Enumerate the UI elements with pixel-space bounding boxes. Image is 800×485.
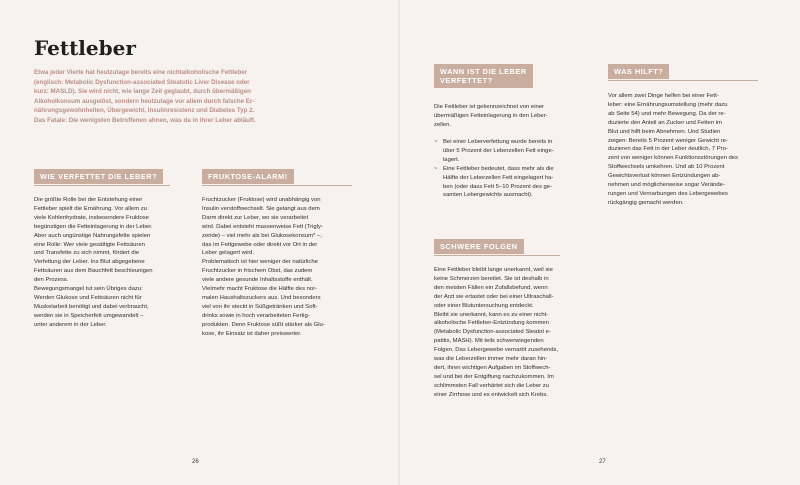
list-item: ~ Bei einer Leberverfettung wurde bereits in über 5 Prozent der Leberzellen Fett einge- lagert. bbox=[434, 138, 594, 165]
section-divider bbox=[434, 255, 560, 256]
section-body-fruktose-alarm: Fruchtzucker (Fruktose) wird unabhängig von Insulin verstoffwechselt. Sie gelangt aus dem Darm direkt zur Leber, wo sie verarbeitet wird. Dabei entsteht massenweise Fett (Trigly- zeride) – viel mehr als bei Glukosekonsum* –, das im Fettgewebe oder direkt vor Ort in der Leber gelagert wird. Problematisch ist hier weniger der natürliche Fruchtzucker in frischem Obst, das zudem viele andere gesunde Inhaltsstoffe enthält. Vielmehr macht Fruktose die Hälfte des nor- malen Haushaltszuckers aus. Und besonders viel von ihr steckt in Süßgetränken und Soft- drinks sowie in hoch verarbeiteten Fertig- produkten. Denn Fruktose süßt stärker als Glu- kose, ihr Einsatz ist daher preiswerter. bbox=[202, 197, 325, 337]
section-divider bbox=[202, 185, 352, 186]
section-body-wann-verfettet: Die Fettleber ist gekennzeichnet von einer übermäßigen Fetteinlagerung in den Leber- zellen. bbox=[434, 104, 548, 128]
bullet-list bbox=[434, 138, 594, 200]
section-heading-wie-verfettet: WIE VERFETTET DIE LEBER? bbox=[34, 169, 163, 184]
section-heading-fruktose-alarm: FRUKTOSE-ALARM! bbox=[202, 169, 294, 184]
intro-paragraph: Etwa jeder Vierte hat heutzutage bereits eine nichtalkoholische Fettleber (englisch: Metabolic Dysfunction-associated Steatotic Liver Disease oder kurz: MASLD). Sie wird nicht, wie lange Zeit geglaubt, durch übermäßigen Alkoholkonsum ausgelöst, sondern heutzutage vor allem durch falsche Er- nährungsgewohnheiten, Übergewicht, Insulinresistenz und Diabetes Typ 2. Das Fatale: Die wenigsten Betroffenen ahnen, was da in ihrer Leber abläuft. bbox=[34, 69, 256, 124]
page-number: 27 bbox=[599, 459, 606, 465]
section-heading-was-hilft: WAS HILFT? bbox=[608, 64, 669, 79]
section-heading-wann-verfettet: WANN IST DIE LEBER VERFETTET? bbox=[434, 64, 533, 88]
page-title: Fettleber bbox=[34, 36, 136, 60]
section-body-wie-verfettet: Die größte Rolle bei der Entstehung einer Fettleber spielt die Ernährung. Vor allem zu viele Kohlenhydrate, insbesondere Fruktose begünstigen die Fetteinlagerung in der Leber. Aber auch ungünstige Nahrungsfette spielen eine Rolle: Wer viele gesättigte Fettsäuren und Transfette zu sich nimmt, fördert die Verfettung der Leber. Ins Blut abgegebene Fettsäuren aus dem Bauchfett beschleunigen den Prozess. Bewegungsmangel tut sein Übriges dazu: Werden Glukose und Fettsäuren nicht für Muskelarbeit benötigt und dabei verbraucht, werden sie in Speicherfett umgewandelt – unter anderem in der Leber. bbox=[34, 197, 153, 328]
page-number: 26 bbox=[192, 459, 199, 465]
section-body-schwere-folgen: Eine Fettleber bleibt lange unerkannt, weil sie keine Schmerzen bereitet. Sie ist deshalb in den meisten Fällen ein Zufallsbefund, wenn der Arzt sie ertastet oder bei einer Ultraschall- oder einer Blutuntersuchung entdeckt. Bleibt sie unerkannt, kann es zu einer nicht- alkoholische Fettleber-Entzündung kommen (Metabolic Dysfunction-associated Steatot e- patitis, MASH). Mit teils schwerwiegenden Folgen. Das Lebergewebe vernarbt zusehends, was die Leberzellen immer mehr daran hin- dert, ihren wichtigen Aufgaben im Stoffwech- sel und bei der Entgiftung nachzukommen. Im schlimmsten Fall verhärtet sich die Leber zu einer Zirrhose und es entwickelt sich Krebs. bbox=[434, 267, 559, 398]
list-item: ~ Eine Fettleber bedeutet, dass mehr als die Hälfte der Leberzellen Fett eingelagert ha- ben (oder dass Fett 5–10 Prozent des ge- samten Lebergewichts ausmacht). bbox=[434, 165, 594, 201]
section-heading-schwere-folgen: SCHWERE FOLGEN bbox=[434, 239, 524, 254]
section-divider bbox=[34, 185, 170, 186]
section-divider bbox=[608, 80, 758, 81]
section-body-was-hilft: Vor allem zwei Dinge helfen bei einer Fett- leber: eine Ernährungsumstellung (mehr dazu ab Seite 54) und mehr Bewegung. Da der re- duzierte den Anteil an Zucker und Fetten im Blut und hilft beim Abnehmen. Und Studien zeigen: Bereits 5 Prozent weniger Gewicht re- duzieren das Fett in der Leber deutlich, 7 Pro- zent von weniger können Funktionsstörungen des Stoffwechsels umkehren. Und ab 10 Prozent Gewichtsverlust können Entzündungen ab- nehmen und möglicherweise sogar Verände- rungen und Vernarbungen des Lebergewebes rückgängig gemacht werden. bbox=[608, 93, 739, 206]
right-page bbox=[400, 0, 800, 485]
